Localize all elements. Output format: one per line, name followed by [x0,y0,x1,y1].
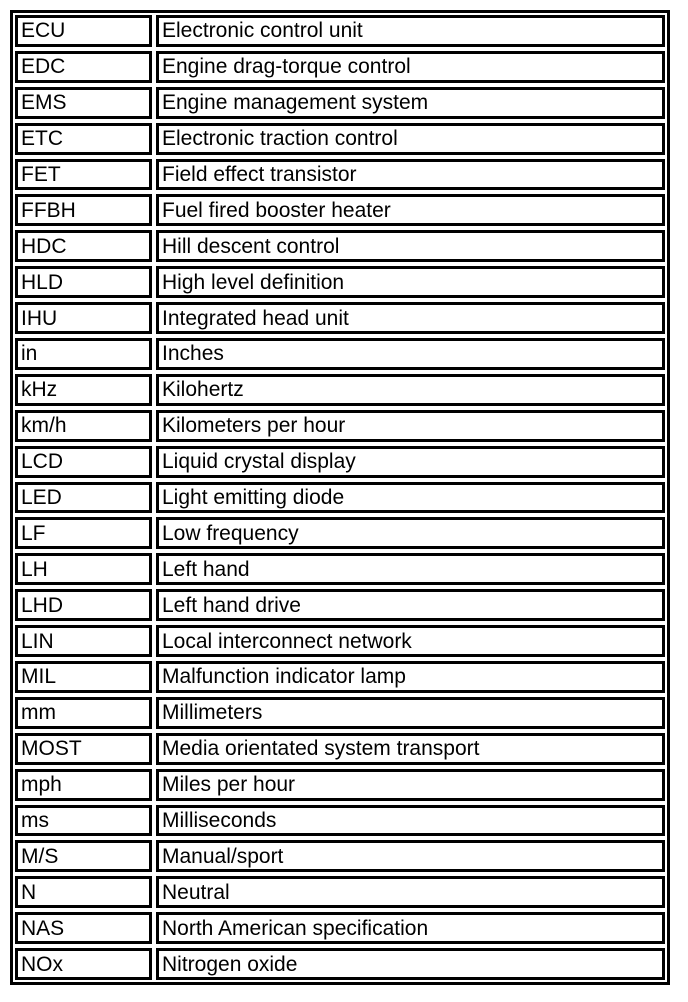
abbreviation-cell: MIL [15,661,152,693]
table-row [15,374,665,406]
abbreviation-cell: HLD [15,266,152,298]
table-row [15,194,665,226]
table-row [15,589,665,621]
definition-cell: Fuel fired booster heater [156,194,665,226]
definition-cell: Media orientated system transport [156,733,665,765]
definition-cell: Engine drag-torque control [156,51,665,83]
definition-cell: Miles per hour [156,769,665,801]
table-row [15,266,665,298]
abbreviation-cell: FET [15,159,152,191]
abbreviation-cell: ECU [15,15,152,47]
table-row [15,338,665,370]
table-row [15,876,665,908]
table-row [15,697,665,729]
table-row [15,769,665,801]
table-row [15,159,665,191]
abbreviation-cell: mph [15,769,152,801]
abbreviation-cell: LHD [15,589,152,621]
definition-cell: North American specification [156,912,665,944]
definition-cell: Light emitting diode [156,482,665,514]
table-row [15,230,665,262]
abbreviation-cell: MOST [15,733,152,765]
definition-cell: Hill descent control [156,230,665,262]
abbreviation-cell: LIN [15,625,152,657]
table-row [15,482,665,514]
table-row [15,733,665,765]
definition-cell: Neutral [156,876,665,908]
definition-cell: Field effect transistor [156,159,665,191]
abbreviation-cell: LF [15,517,152,549]
abbreviation-table [10,10,670,985]
table-row [15,123,665,155]
definition-cell: Kilometers per hour [156,410,665,442]
table-row [15,840,665,872]
definition-cell: Inches [156,338,665,370]
table-row [15,805,665,837]
definition-cell: Millimeters [156,697,665,729]
definition-cell: Electronic traction control [156,123,665,155]
abbreviation-cell: NAS [15,912,152,944]
abbreviation-cell: mm [15,697,152,729]
abbreviation-cell: EDC [15,51,152,83]
abbreviation-cell: N [15,876,152,908]
abbreviation-cell: HDC [15,230,152,262]
definition-cell: Local interconnect network [156,625,665,657]
definition-cell: Malfunction indicator lamp [156,661,665,693]
abbreviation-cell: M/S [15,840,152,872]
abbreviation-cell: LH [15,553,152,585]
table-row [15,948,665,980]
abbreviation-cell: ms [15,805,152,837]
table-row [15,302,665,334]
abbreviation-cell: kHz [15,374,152,406]
definition-cell: Engine management system [156,87,665,119]
definition-cell: Liquid crystal display [156,446,665,478]
definition-cell: Kilohertz [156,374,665,406]
definition-cell: Low frequency [156,517,665,549]
table-row [15,51,665,83]
abbreviation-cell: km/h [15,410,152,442]
abbreviation-cell: LED [15,482,152,514]
definition-cell: Left hand [156,553,665,585]
table-row [15,87,665,119]
abbreviation-cell: FFBH [15,194,152,226]
definition-cell: Electronic control unit [156,15,665,47]
definition-cell: Left hand drive [156,589,665,621]
definition-cell: Milliseconds [156,805,665,837]
table-row [15,553,665,585]
table-row [15,410,665,442]
table-row [15,517,665,549]
definition-cell: High level definition [156,266,665,298]
definition-cell: Nitrogen oxide [156,948,665,980]
abbreviation-cell: in [15,338,152,370]
definition-cell: Manual/sport [156,840,665,872]
abbreviation-cell: EMS [15,87,152,119]
abbreviation-cell: LCD [15,446,152,478]
abbreviation-cell: ETC [15,123,152,155]
definition-cell: Integrated head unit [156,302,665,334]
abbreviation-cell: IHU [15,302,152,334]
table-row [15,625,665,657]
table-row [15,446,665,478]
table-row [15,15,665,47]
table-row [15,661,665,693]
abbreviation-cell: NOx [15,948,152,980]
table-body [15,15,665,980]
table-row [15,912,665,944]
